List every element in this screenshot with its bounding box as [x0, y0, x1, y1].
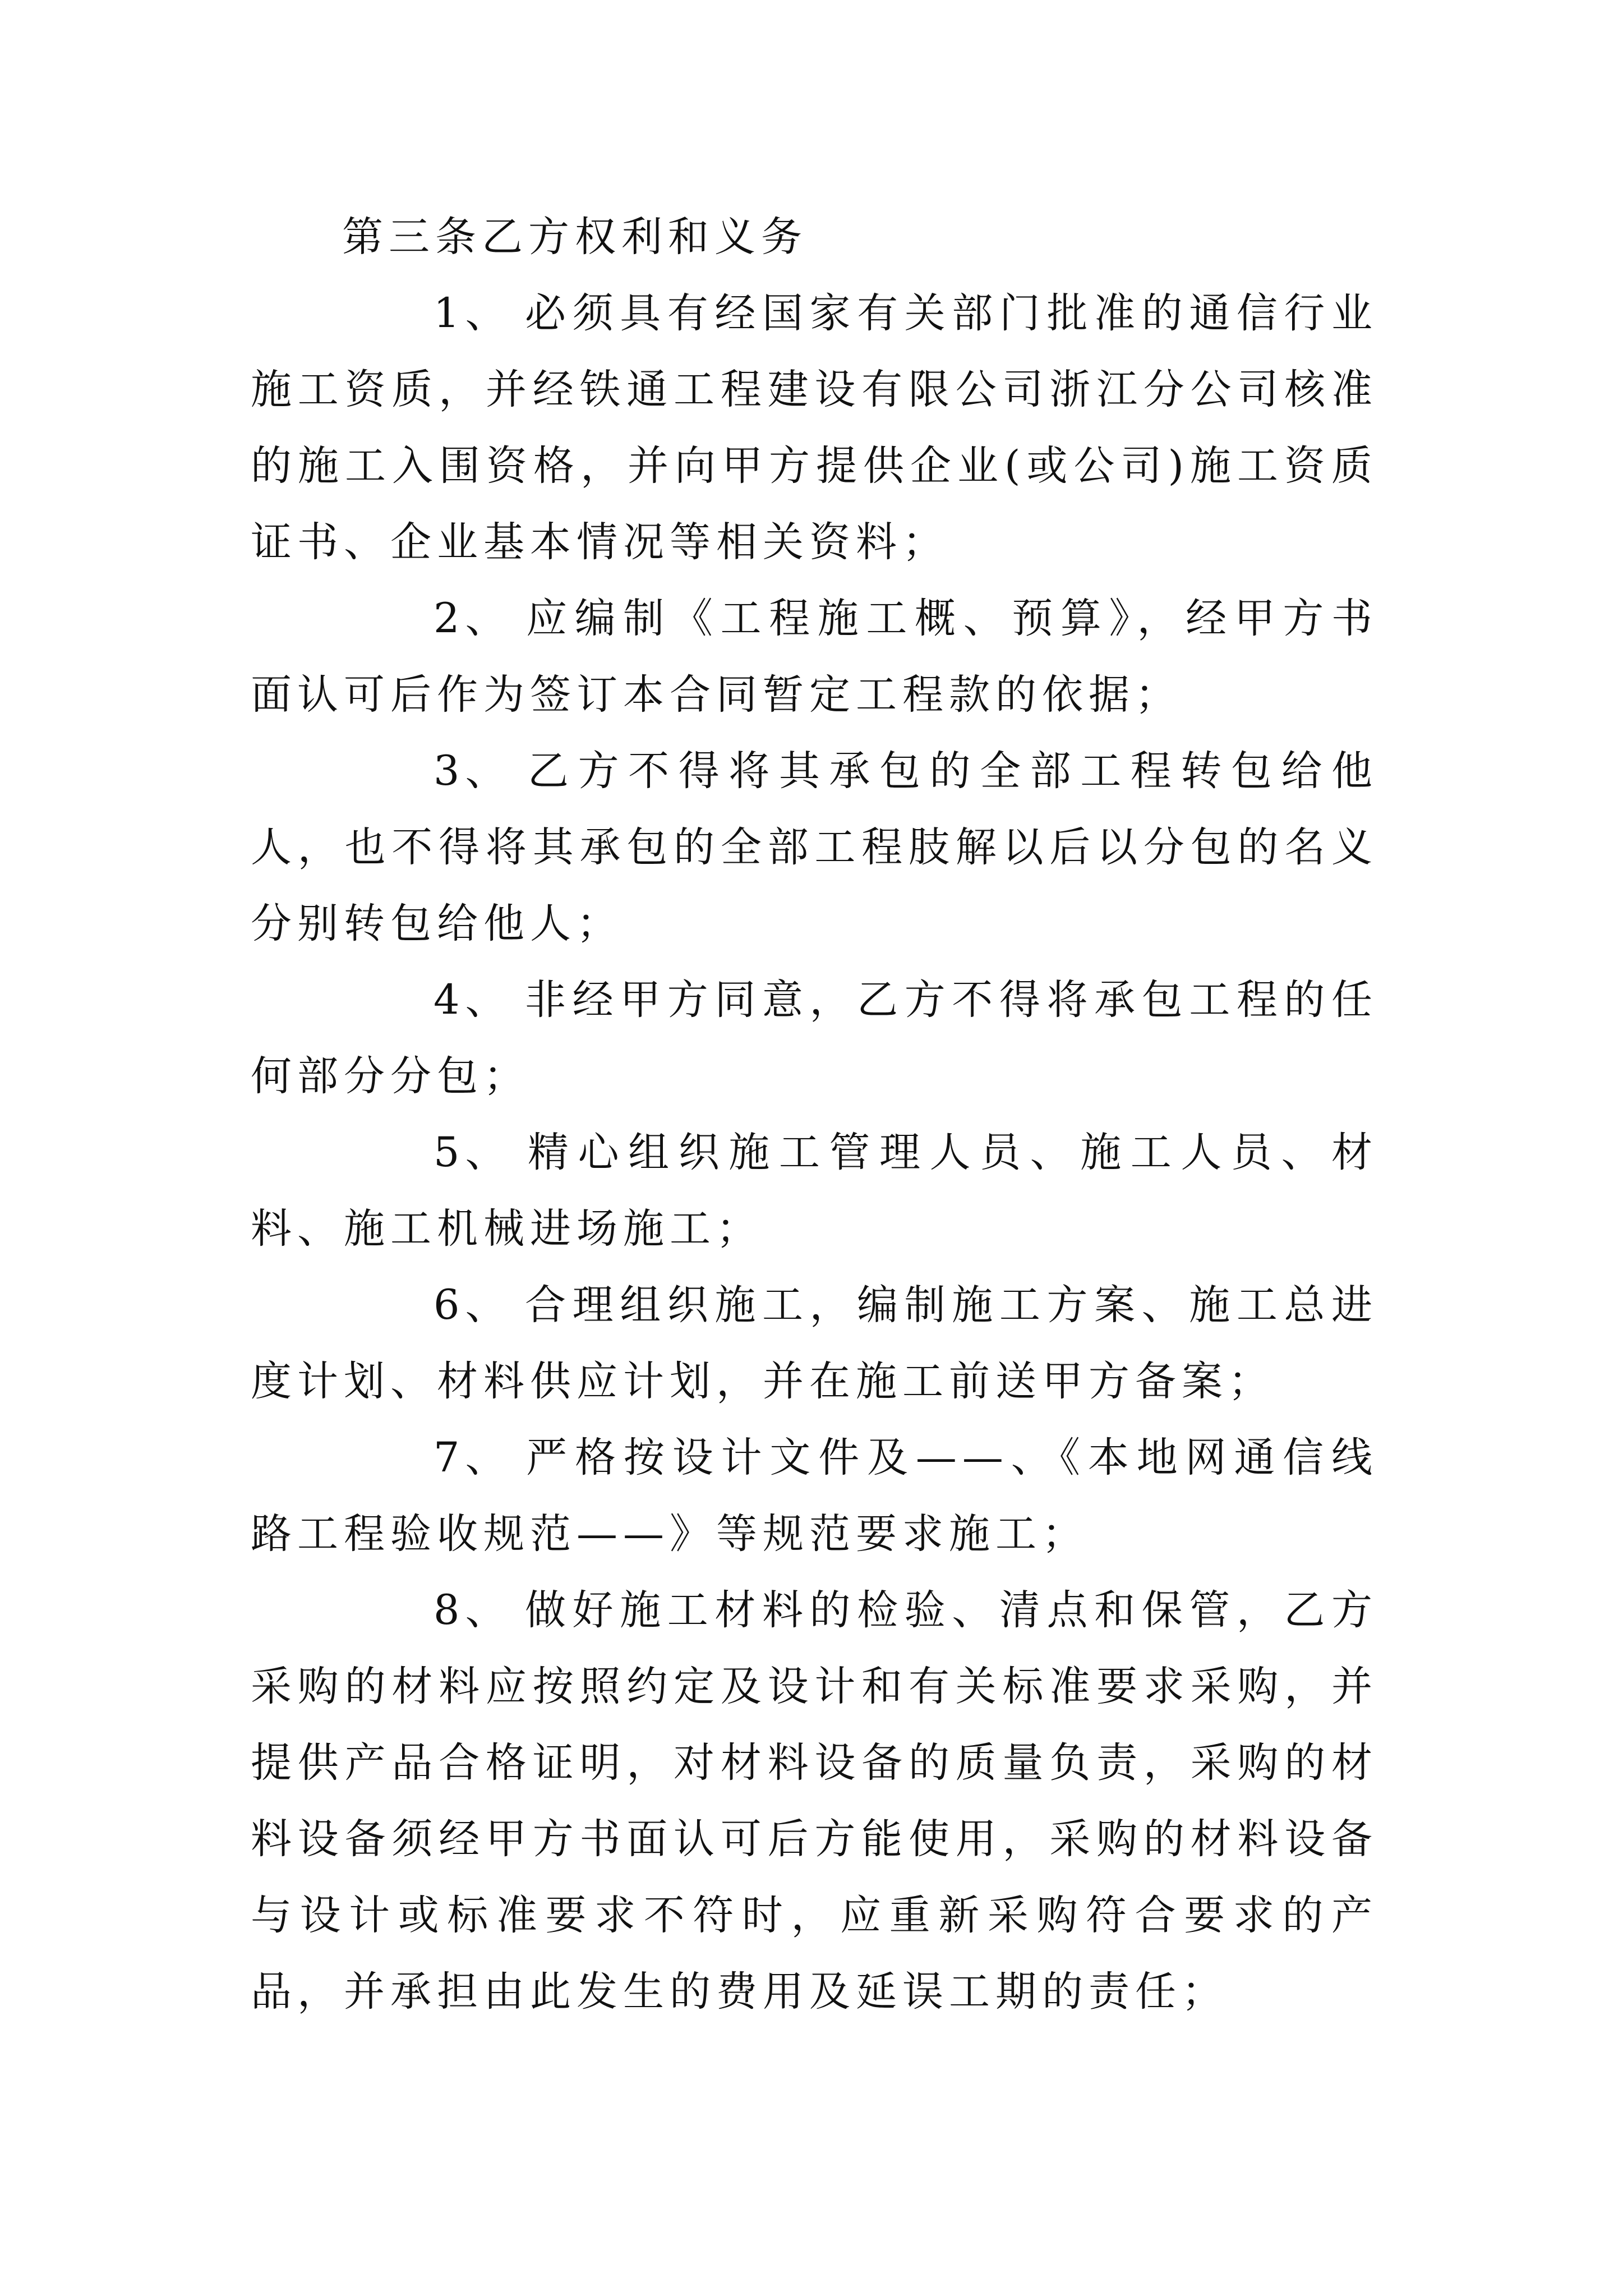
clause-number: 1、: [434, 289, 512, 337]
clause-item-2: [251, 581, 1378, 733]
clause-item-3: [251, 733, 1378, 962]
clause-item-6: [251, 1267, 1378, 1420]
clause-text: 精心组织施工管理人员、施工人员、材料、施工机械进场施工；: [251, 1129, 1378, 1253]
clause-text: 严格按设计文件及——、《本地网通信线路工程验收规范——》等规范要求施工；: [251, 1434, 1378, 1558]
clause-number: 8、: [434, 1586, 512, 1634]
clause-number: 4、: [434, 976, 512, 1024]
clause-text: 乙方不得将其承包的全部工程转包给他人，也不得将其承包的全部工程肢解以后以分包的名义分别转包给他人；: [251, 747, 1378, 947]
clause-text: 做好施工材料的检验、清点和保管，乙方采购的材料应按照约定及设计和有关标准要求采购，并提供产品合格证明，对材料设备的质量负责，采购的材料设备须经甲方书面认可后方能使用，采购的材料设备与设计或标准要求不符时，应重新采购符合要求的产品，并承担由此发生的费用及延误工期的责任；: [251, 1586, 1378, 2016]
clause-text: 必须具有经国家有关部门批准的通信行业施工资质，并经铁通工程建设有限公司浙江分公司核准的施工入围资格，并向甲方提供企业(或公司)施工资质证书、企业基本情况等相关资料；: [251, 289, 1378, 566]
clause-number: 3、: [434, 747, 512, 795]
clause-text: 合理组织施工，编制施工方案、施工总进度计划、材料供应计划，并在施工前送甲方备案；: [251, 1281, 1378, 1405]
clause-item-1: [251, 275, 1378, 581]
clause-text: 应编制《工程施工概、预算》，经甲方书面认可后作为签订本合同暂定工程款的依据；: [251, 595, 1378, 719]
clause-item-7: [251, 1420, 1378, 1572]
clause-item-5: [251, 1115, 1378, 1267]
document-body: [251, 199, 1378, 2030]
clause-text: 非经甲方同意，乙方不得将承包工程的任何部分分包；: [251, 976, 1378, 1100]
clause-number: 2、: [434, 595, 512, 642]
clause-number: 6、: [434, 1281, 512, 1329]
clause-item-8: [251, 1572, 1378, 2030]
clause-number: 7、: [434, 1434, 512, 1481]
clause-item-4: [251, 962, 1378, 1115]
section-title: 第三条乙方权利和义务: [342, 213, 808, 261]
clause-number: 5、: [434, 1129, 512, 1176]
